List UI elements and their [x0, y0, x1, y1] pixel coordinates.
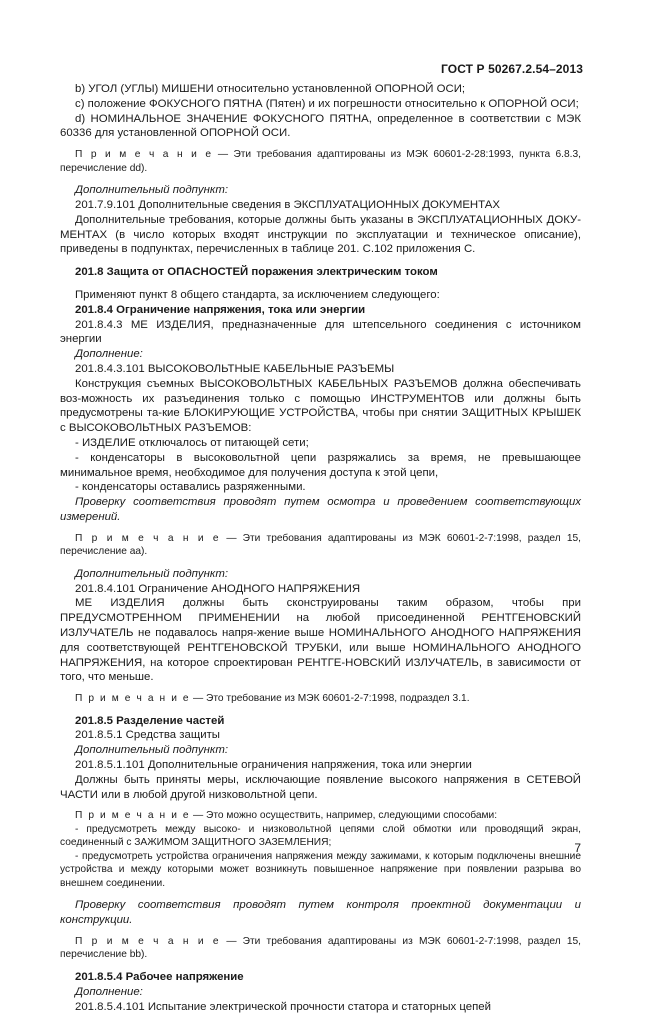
dash-item: - ИЗДЕЛИЕ отключалось от питающей сети;	[75, 436, 309, 449]
dash-item: - конденсаторы в высоковольтной цепи разряжались за время, не превышающее минимальное время, необходимое для получения доступа к этой цепи,	[60, 451, 581, 479]
page-content	[60, 82, 581, 1014]
paragraph-measures: Должны быть приняты меры, исключающие появление высокого напряжения в СЕТЕВОЙ ЧАСТИ или в любой другой низковольтной цепи.	[60, 773, 581, 801]
list-item-c: c) положение ФОКУСНОГО ПЯТНА (Пятен) и их погрешности относительно к ОПОРНОЙ ОСИ;	[75, 97, 579, 110]
note-text: — Эти требования адаптированы из МЭК 60601-2-28:1993, пункта 6.8.3, перечисление dd).	[60, 149, 581, 174]
clause-201-7-9-101: 201.7.9.101 Дополнительные сведения в ЭКСПЛУАТАЦИОННЫХ ДОКУМЕНТАХ	[75, 198, 500, 211]
addition-label: Дополнение:	[75, 985, 143, 998]
note-1	[60, 148, 581, 175]
compliance-check: Проверку соответствия проводят путем контроля проектной документации и конструкции.	[60, 899, 581, 927]
clause-201-8-4-3: 201.8.4.3 МЕ ИЗДЕЛИЯ, предназначенные для штепсельного соединения с источником энергии	[60, 318, 581, 346]
list-item-b: b) УГОЛ (УГЛЫ) МИШЕНИ относительно установленной ОПОРНОЙ ОСИ;	[75, 83, 466, 95]
dash-item: - конденсаторы оставались разряженными.	[75, 481, 306, 494]
heading-201-8-5: 201.8.5 Разделение частей	[75, 714, 225, 727]
paragraph-construction: Конструкция съемных ВЫСОКОВОЛЬТНЫХ КАБЕЛЬНЫХ РАЗЪЕМОВ должна обеспечивать воз-можность их разъединения только с помощью ИНСТРУМЕНТОВ или должны быть предусмотрены та-кие БЛОКИРУЮЩИЕ УСТРОЙСТВА, чтобы при снятии ЗАЩИТНЫХ КРЫШЕК с ВЫСОКОВОЛЬТНЫХ РАЗЪЕМОВ:	[60, 377, 581, 435]
note-text: — Это можно осуществить, например, следующими способами:	[190, 810, 498, 822]
note-text: — Эти требования адаптированы из МЭК 60601-2-7:1998, раздел 15, перечисление bb).	[60, 935, 581, 961]
heading-201-8-4: 201.8.4 Ограничение напряжения, тока или энергии	[75, 303, 366, 316]
heading-201-8-5-4: 201.8.5.4 Рабочее напряжение	[75, 970, 244, 983]
clause-201-8-4-3-101: 201.8.4.3.101 ВЫСОКОВОЛЬТНЫЕ КАБЕЛЬНЫЕ РАЗЪЕМЫ	[75, 362, 395, 375]
supplementary-subclause-label: Дополнительный подпункт:	[75, 744, 229, 757]
note-5	[60, 935, 581, 962]
note-text: — Эти требования адаптированы из МЭК 60601-2-7:1998, раздел 15, перечисление аа).	[60, 532, 581, 558]
clause-201-8-5-1-101: 201.8.5.1.101 Дополнительные ограничения напряжения, тока или энергии	[75, 758, 472, 771]
note-label: П р и м е ч а н и е	[75, 810, 191, 822]
page-number: 7	[574, 841, 581, 855]
paragraph-apply-clause-8: Применяют пункт 8 общего стандарта, за исключением следующего:	[75, 288, 440, 301]
heading-201-8: 201.8 Защита от ОПАСНОСТЕЙ поражения электрическим током	[75, 266, 438, 279]
compliance-check: Проверку соответствия проводят путем осмотра и проведением соответствующих измерений.	[60, 496, 581, 523]
supplementary-subclause-label: Дополнительный подпункт:	[75, 184, 229, 197]
note-3	[60, 692, 581, 706]
paragraph-me-products: МЕ ИЗДЕЛИЯ должны быть сконструированы таким образом, чтобы при ПРЕДУСМОТРЕННОМ ПРИМЕНЕНИИ на любой присоединенной РЕНТГЕНОВСКИЙ ИЗЛУЧАТЕЛЬ не подавалось напря-жение выше НОМИНАЛЬНОГО АНОДНОГО НАПРЯЖЕНИЯ для соответствующей РЕНТГЕНОВСКОЙ ТРУБКИ, или выше НОМИНАЛЬНОГО АНОДНОГО НАПРЯЖЕНИЯ, на которое спроектирован РЕНТГЕ-НОВСКИЙ ИЗЛУЧАТЕЛЬ, в зависимости от того, что меньше.	[60, 597, 581, 684]
addition-label: Дополнение:	[75, 348, 143, 361]
note-label: П р и м е ч а н и е	[75, 935, 221, 947]
note-4-item: - предусмотреть устройства ограничения напряжения между зажимами, к которым подключены внешние устройства и между которыми может возникнуть повышенное напряжение при появлении разрыва во внешнем соединении.	[60, 850, 581, 889]
standard-code: ГОСТ Р 50267.2.54–2013	[441, 62, 583, 76]
note-2	[60, 532, 581, 559]
clause-201-8-4-101: 201.8.4.101 Ограничение АНОДНОГО НАПРЯЖЕНИЯ	[75, 582, 361, 595]
supplementary-subclause-label: Дополнительный подпункт:	[75, 567, 229, 580]
clause-201-8-5-1: 201.8.5.1 Средства защиты	[75, 729, 220, 742]
note-text: — Это требование из МЭК 60601-2-7:1998, подраздел 3.1.	[190, 693, 470, 705]
note-label: П р и м е ч а н и е	[75, 532, 221, 544]
list-item-d: d) НОМИНАЛЬНОЕ ЗНАЧЕНИЕ ФОКУСНОГО ПЯТНА, определенное в соответствии с МЭК 60336 для установленной ОПОРНОЙ ОСИ.	[60, 112, 581, 140]
paragraph-additional-requirements: Дополнительные требования, которые должны быть указаны в ЭКСПЛУАТАЦИОННЫХ ДОКУ-МЕНТАХ (в число которых входят инструкции по эксплуатации и техническое описание), приведены в подпунктах, перечисленных в таблице 201. С.102 приложения С.	[60, 213, 581, 256]
note-label: П р и м е ч а н и е	[75, 149, 213, 161]
clause-201-8-5-4-101: 201.8.5.4.101 Испытание электрической прочности статора и статорных цепей	[75, 1000, 491, 1013]
note-4	[60, 809, 581, 823]
note-4-item: - предусмотреть между высоко- и низковольтной цепями слой обмотки или проводящий экран, соединенный с ЗАЖИМОМ ЗАЩИТНОГО ЗАЗЕМЛЕНИЯ;	[60, 823, 581, 849]
note-label: П р и м е ч а н и е	[75, 693, 191, 705]
